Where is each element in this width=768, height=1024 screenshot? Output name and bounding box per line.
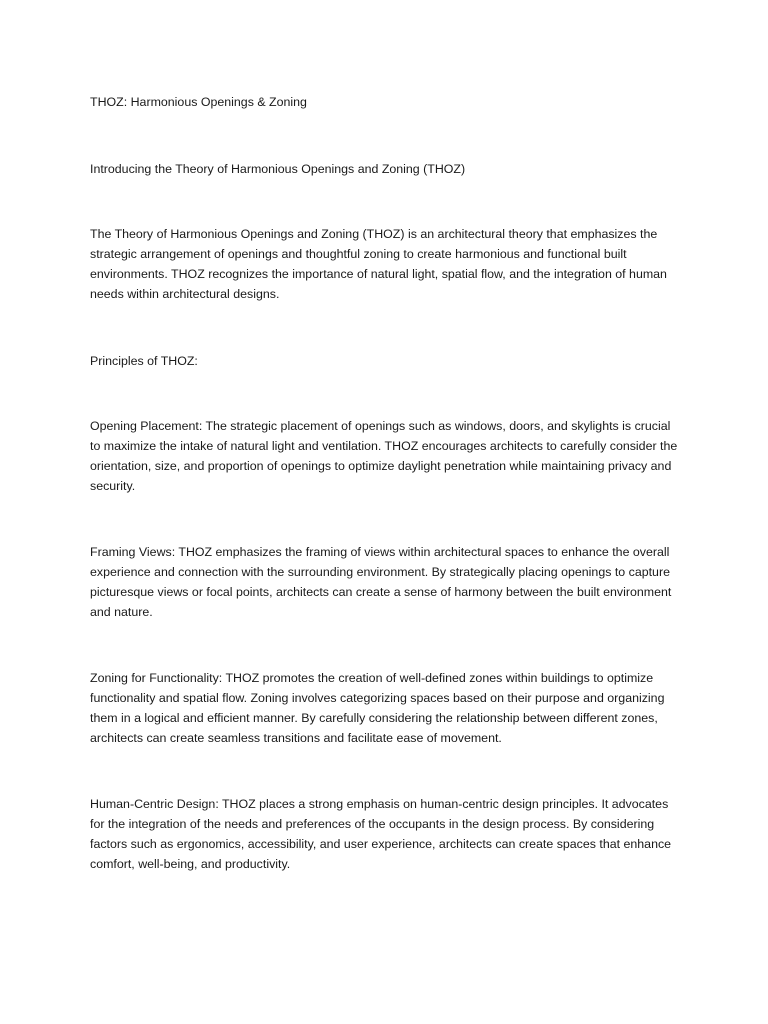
principle-zoning-functionality: Zoning for Functionality: THOZ promotes the creation of well-defined zones within buildings to optimize functionality and spatial flow. Zoning involves categorizing spaces based on their purpose and organizing them in a logical and efficient manner. By carefully considering the relationship between different zones, architects can create seamless transitions and facilitate ease of movement. — [90, 671, 665, 745]
principle-opening-placement: Opening Placement: The strategic placement of openings such as windows, doors, and skylights is crucial to maximize the intake of natural light and ventilation. THOZ encourages architects to carefully consider the orientation, size, and proportion of openings to optimize daylight penetration while maintaining privacy and security. — [90, 419, 678, 493]
principle-human-centric-design: Human-Centric Design: THOZ places a strong emphasis on human-centric design principles. It advocates for the integration of the needs and preferences of the occupants in the design process. By considering factors such as ergonomics, accessibility, and user experience, architects can create spaces that enhance comfort, well-being, and productivity. — [90, 797, 672, 871]
principle-framing-views: Framing Views: THOZ emphasizes the framing of views within architectural spaces to enhance the overall experience and connection with the surrounding environment. By strategically placing openings to capture picturesque views or focal points, architects can create a sense of harmony between the built environment and nature. — [90, 545, 672, 619]
principles-heading: Principles of THOZ: — [90, 354, 198, 368]
document-title: THOZ: Harmonious Openings & Zoning — [90, 95, 307, 109]
description-paragraph: The Theory of Harmonious Openings and Zoning (THOZ) is an architectural theory that emphasizes the strategic arrangement of openings and thoughtful zoning to create harmonious and functional built environments. THOZ recognizes the importance of natural light, spatial flow, and the integration of human needs within architectural designs. — [90, 227, 667, 301]
intro-heading: Introducing the Theory of Harmonious Openings and Zoning (THOZ) — [90, 162, 466, 176]
